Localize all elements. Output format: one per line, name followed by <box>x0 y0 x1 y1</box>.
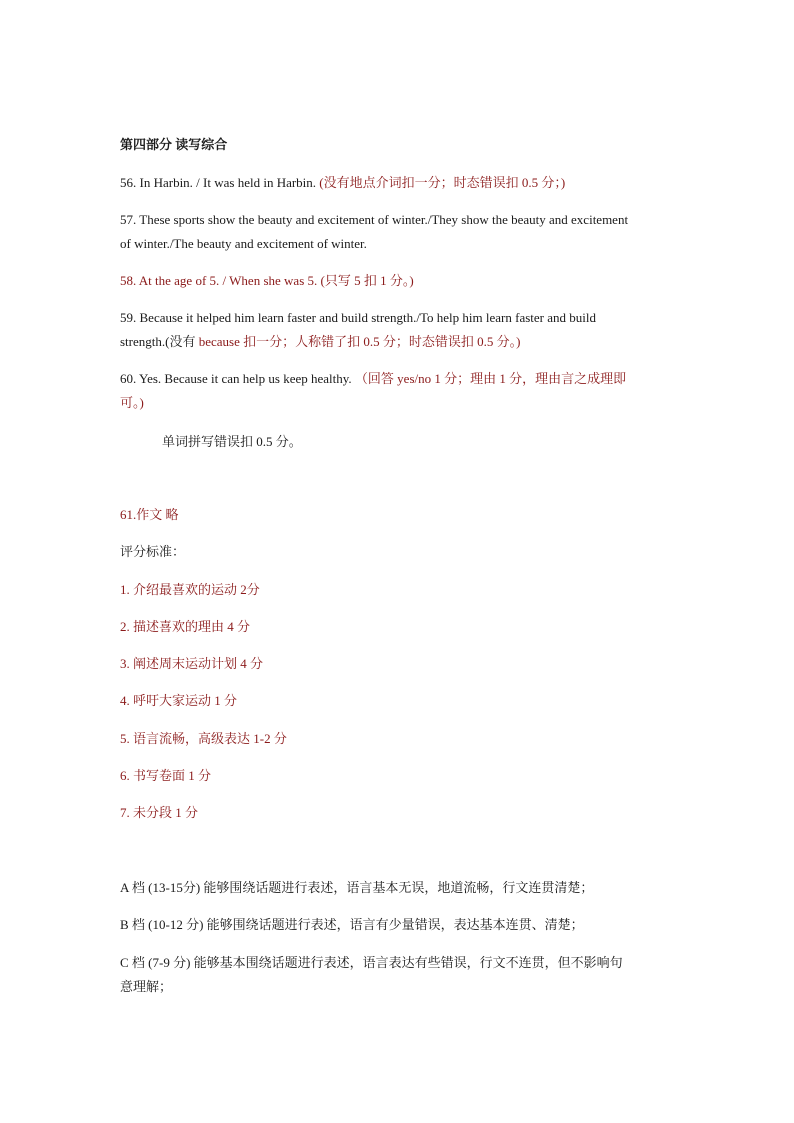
answer-57-line-2: of winter./The beauty and excitement of winter. <box>120 236 367 251</box>
criteria-item: 2. 描述喜欢的理由 4 分 <box>120 619 251 634</box>
answer-59-line-2 <box>120 330 680 354</box>
criteria-item: 4. 呼吁大家运动 1 分 <box>120 693 238 708</box>
answer-60-line-2: 可。) <box>120 395 144 410</box>
grade-b: B 档 (10-12 分) 能够围绕话题进行表述，语言有少量错误，表达基本连贯、清楚； <box>120 917 584 932</box>
answer-58-note: (只写 5 扣 1 分。) <box>320 273 414 288</box>
answer-60-text: 60. Yes. Because it can help us keep healthy. <box>120 371 355 386</box>
answer-58 <box>120 269 680 293</box>
criteria-item: 3. 阐述周末运动计划 4 分 <box>120 656 264 671</box>
essay-title: 61.作文 略 <box>120 507 179 522</box>
answer-56-text: 56. In Harbin. / It was held in Harbin. <box>120 175 320 190</box>
grade-c-line-1: C 档 (7-9 分) 能够基本围绕话题进行表述，语言表达有些错误，行文不连贯，但不影响句 <box>120 955 623 970</box>
answer-59-line-1: 59. Because it helped him learn faster and build strength./To help him learn faster and build <box>120 310 596 325</box>
answer-60-note: （回答 yes/no 1 分；理由 1 分，理由言之成理即 <box>354 371 627 386</box>
answer-58-text: 58. At the age of 5. / When she was 5. <box>120 273 321 288</box>
criteria-item: 6. 书写卷面 1 分 <box>120 768 212 783</box>
criteria-item: 5. 语言流畅，高级表达 1-2 分 <box>120 731 287 746</box>
answer-57-line-1: 57. These sports show the beauty and excitement of winter./They show the beauty and excitement <box>120 212 629 227</box>
grade-a: A 档 (13-15分) 能够围绕话题进行表述，语言基本无误，地道流畅，行文连贯清楚； <box>120 880 594 895</box>
answer-59-line-2-a: strength.(没有 <box>120 334 199 349</box>
criteria-item: 1. 介绍最喜欢的运动 2分 <box>120 582 260 597</box>
answer-56-note: (没有地点介词扣一分；时态错误扣 0.5 分；) <box>319 175 566 190</box>
answer-60-line-1 <box>120 367 680 391</box>
section-title: 第四部分 读写综合 <box>120 137 228 152</box>
criteria-label: 评分标准： <box>120 544 186 559</box>
spelling-note: 单词拼写错误扣 0.5 分。 <box>162 434 302 449</box>
answer-56 <box>120 171 680 195</box>
grade-c-line-2: 意理解； <box>120 979 173 994</box>
criteria-item: 7. 未分段 1 分 <box>120 805 199 820</box>
answer-59-note: because 扣一分；人称错了扣 0.5 分；时态错误扣 0.5 分。) <box>198 334 521 349</box>
